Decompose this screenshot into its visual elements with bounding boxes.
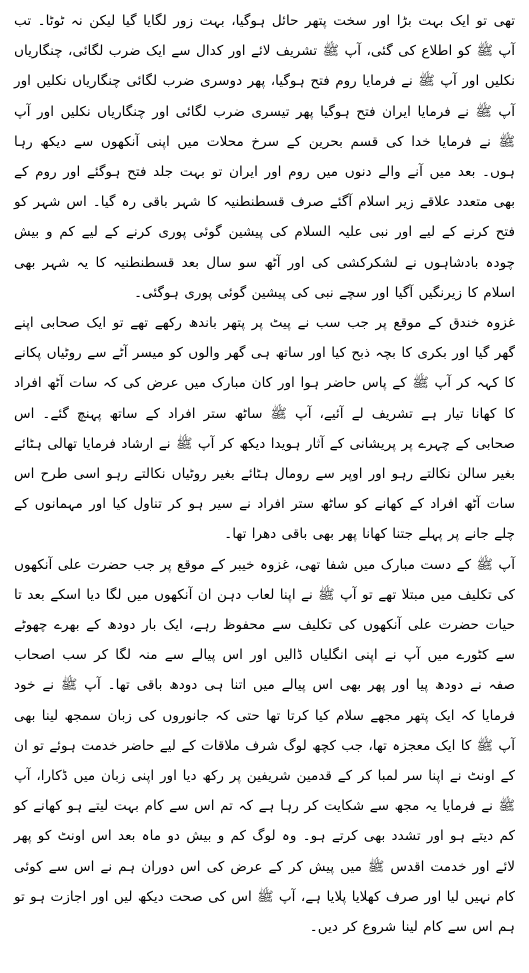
paragraph-healing-and-camel: آپ ﷺ کے دست مبارک میں شفا تھی، غزوہ خیبر کے موقع پر جب حضرت علی آنکھوں کی تکلیف میں مبتلا تھے تو آپ ﷺ نے اپنا لعاب دہن ان آنکھوں میں لگا دیا اسکے بعد تا حیات حضرت علی آنکھوں کی تکلیف سے محفوظ رہے، ایک بار دودھ کے بھرے چھوٹے سے کٹورے میں آپ نے اپنی انگلیاں ڈالیں اور اس پیالے سے منہ لگا کر سب اصحاب صفہ نے دودھ پیا اور پھر بھی اس پیالے میں اتنا ہی دودھ باقی تھا۔ آپ ﷺ نے خود فرمایا کہ ایک پتھر مجھے سلام کیا کرتا تھا حتی کہ جانوروں کی زبان سمجھ لینا بھی آپ ﷺ کا ایک معجزہ تھا، جب کچھ لوگ شرف ملاقات کے لیے حاضر خدمت ہوئے تو ان کے اونٹ نے اپنا سر لمبا کر کے قدمین شریفین پر رکھ دیا اور اپنی زبان میں ڈکارا، آپ ﷺ نے فرمایا یہ مجھ سے شکایت کر رہا ہے کہ تم اس سے کام بہت لیتے ہو کھانے کو کم دیتے ہو اور تشدد بھی کرتے ہو۔ وہ لوگ کم و بیش دو ماہ بعد اس اونٹ کو پھر لائے اور خدمت اقدس ﷺ میں پیش کر کے عرض کی اس دوران ہم نے اس سے کوئی کام نہیں لیا اور صرف کھلایا پلایا ہے، آپ ﷺ اس کی صحت دیکھ لیں اور اجازت ہو تو ہم اس سے کام لینا شروع کر دیں۔ <box>14 556 515 936</box>
paragraph-trench-miracles: تھی تو ایک بہت بڑا اور سخت پتھر حائل ہوگیا، بہت زور لگایا گیا لیکن نہ ٹوٹا۔ تب آپ ﷺ کو اطلاع کی گئی، آپ ﷺ تشریف لائے اور کدال سے ایک ضرب لگائی، چنگاریاں نکلیں اور آپ ﷺ نے فرمایا روم فتح ہوگیا، پھر دوسری ضرب لگائی چنگاریاں نکلیں اور آپ ﷺ نے فرمایا ایران فتح ہوگیا پھر تیسری ضرب لگائی اور چنگاریاں نکلیں اور آپ ﷺ نے فرمایا خدا کی قسم بحرین کے سرخ محلات میں اپنی آنکھوں سے دیکھ رہا ہوں۔ بعد میں آنے والے دنوں میں روم اور ایران تو بہت جلد فتح ہوگئے اور روم کے بھی متعدد علاقے زیر اسلام آگئے صرف قسطنطنیہ کا شہر باقی رہ گیا۔ اس شہر کو فتح کرنے کے لیے اور نبی علیہ السلام کی پیشین گوئی پوری کرنے کے لیے کم و بیش چودہ بادشاہوں نے لشکرکشی کی اور آٹھ سو سال بعد قسطنطنیہ کا یہ شہر بھی اسلام کا زیرنگیں آگیا اور سچے نبی کی پیشین گوئی پوری ہوگئی۔ <box>14 13 515 301</box>
paragraph-khandaq-feast: غزوہ خندق کے موقع پر جب سب نے پیٹ پر پتھر باندھ رکھے تھے تو ایک صحابی اپنے گھر گیا اور بکری کا بچہ ذبح کیا اور ساتھ ہی گھر والوں کو میسر آٹے سے روٹیاں پکانے کا کہہ کر آپ ﷺ کے پاس حاضر ہوا اور کان مبارک میں عرض کی کہ سات آٹھ افراد کا کھانا تیار ہے تشریف لے آئیے، آپ ﷺ ساٹھ ستر افراد کے ساتھ پہنچ گئے۔ اس صحابی کے چہرے پر پریشانی کے آثار ہویدا دیکھ کر آپ ﷺ نے ارشاد فرمایا تھالی ہٹائے بغیر سالن نکالتے رہو اور اوپر سے رومال ہٹائے بغیر روٹیاں نکالتے رہو اسی طرح اس سات آٹھ افراد کے کھانے کو ساٹھ ستر افراد نے سیر ہو کر تناول کیا اور مہمانوں کے چلے جانے پر پہلے جتنا کھانا پھر بھی باقی دھرا تھا۔ <box>14 315 515 543</box>
